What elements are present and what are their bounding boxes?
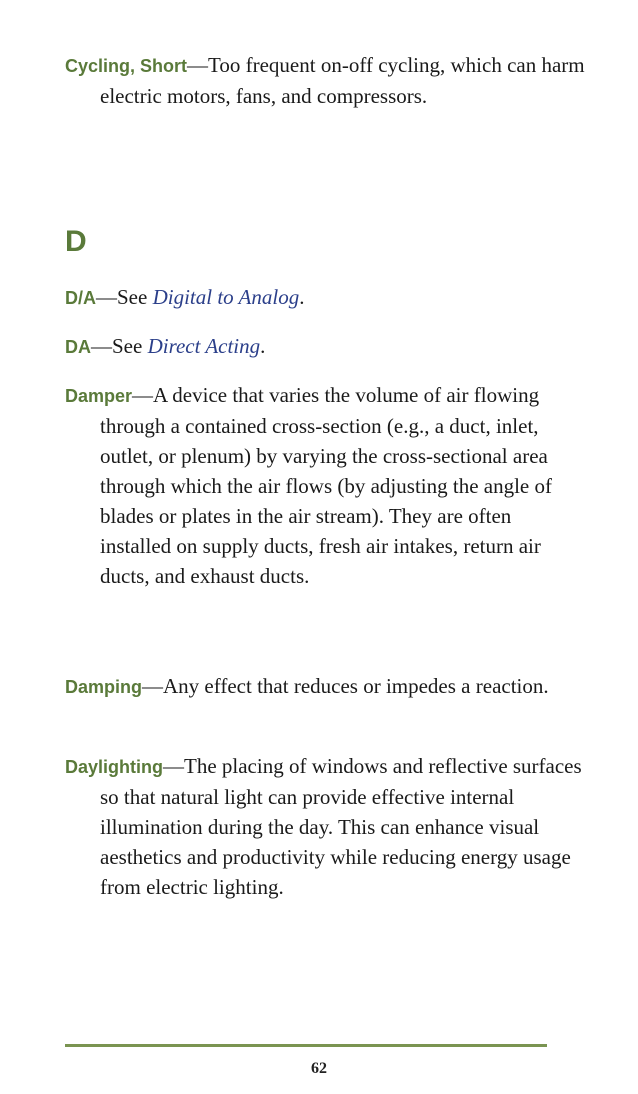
entry-da <box>65 331 585 362</box>
entry-dash: — <box>96 285 117 309</box>
entry-term: Cycling, Short <box>65 56 188 76</box>
entry-end: . <box>299 285 305 309</box>
entry-definition: The placing of windows and reflective surfaces so that natural light can provide effective internal illumination during the day. This can enhance visual aesthetics and productivity while reducing energy usage from electric lighting. <box>100 754 582 899</box>
cross-reference-link[interactable]: Digital to Analog <box>152 285 300 309</box>
entry-d-a <box>65 282 585 313</box>
footer-rule <box>65 1044 547 1047</box>
entry-dash: — <box>132 383 154 407</box>
entry-definition: A device that varies the volume of air flowing through a contained cross-section (e.g., a duct, inlet, outlet, or plenum) by varying the cross-sectional area through which the air flows (by adjusting the angle of blades or plates in the air stream). They are often installed on supply ducts, fresh air intakes, return air ducts, and exhaust ducts. <box>100 383 552 588</box>
entry-dash: — <box>187 53 209 77</box>
entry-dash: — <box>142 674 164 698</box>
page-number: 62 <box>311 1060 327 1077</box>
entry-dash: — <box>91 334 112 358</box>
entry-definition: Too frequent on-off cycling, which can harm electric motors, fans, and compressors. <box>100 53 585 108</box>
entry-see: See <box>112 334 148 358</box>
entry-damper <box>65 380 585 591</box>
entry-term: DA <box>65 337 91 357</box>
entry-end: . <box>260 334 266 358</box>
entry-term: Daylighting <box>65 757 163 777</box>
section-letter: D <box>65 225 87 258</box>
entry-dash: — <box>163 754 184 778</box>
cross-reference-link[interactable]: Direct Acting <box>147 334 261 358</box>
entry-term: D/A <box>65 288 96 308</box>
entry-daylighting <box>65 751 585 902</box>
entry-damping <box>65 671 585 702</box>
entry-definition: Any effect that reduces or impedes a reaction. <box>163 674 549 698</box>
entry-cycling-short <box>65 50 585 111</box>
entry-see: See <box>117 285 153 309</box>
entry-term: Damper <box>65 386 133 406</box>
entry-term: Damping <box>65 677 143 697</box>
